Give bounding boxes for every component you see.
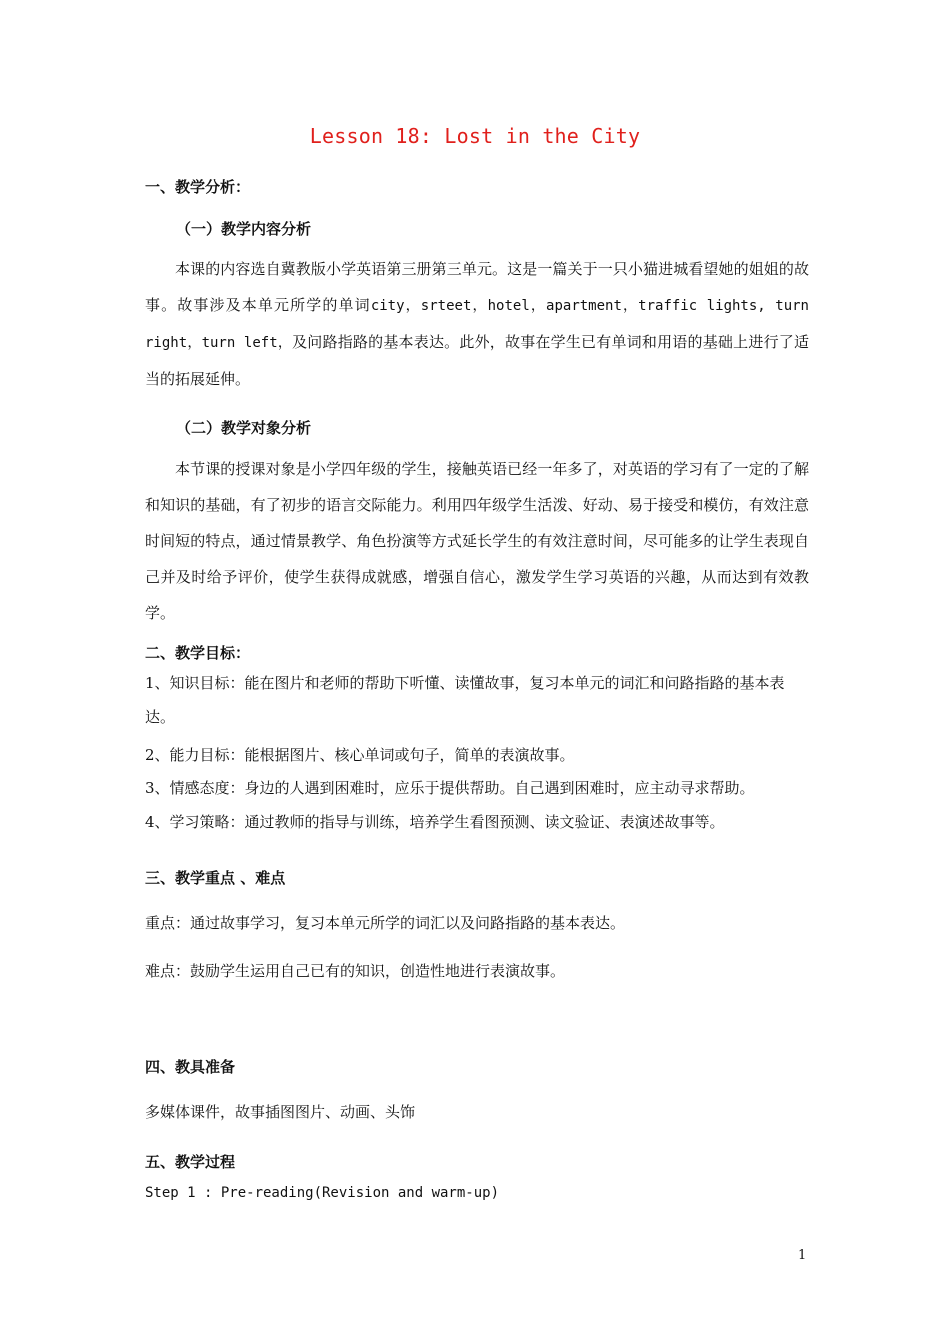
section-1-2-heading: （二）教学对象分析	[176, 419, 312, 437]
objective-ability: 2、能力目标：能根据图片、核心单词或句子，简单的表演故事。	[145, 746, 575, 764]
section-4-heading: 四、教具准备	[145, 1058, 236, 1076]
section-5-heading: 五、教学过程	[145, 1153, 236, 1171]
content-analysis-paragraph	[145, 251, 809, 397]
teaching-aids: 多媒体课件，故事插图图片、动画、头饰	[145, 1103, 416, 1121]
content-analysis-vocab: city，srteet，hotel，apartment，traffic lights, turn right，turn left，	[145, 298, 809, 351]
objective-attitude: 3、情感态度：身边的人遇到困难时，应乐于提供帮助。自己遇到困难时，应主动寻求帮助。	[145, 779, 755, 797]
document-title: Lesson 18: Lost in the City	[309, 124, 641, 148]
page-number: 1	[798, 1248, 807, 1263]
content-analysis-text-a: 本课的内容选自冀教版小学英语第三册第三单元。这是一篇关于一只小猫进城看望她的姐姐的故事。故事涉及本单元所学的单词	[145, 260, 809, 314]
difficult-point: 难点：鼓励学生运用自己已有的知识，创造性地进行表演故事。	[145, 962, 566, 980]
section-1-1-heading: （一）教学内容分析	[176, 220, 312, 238]
section-2-heading: 二、教学目标：	[145, 644, 251, 662]
section-3-heading: 三、教学重点 、难点	[145, 869, 286, 887]
audience-analysis-paragraph: 本节课的授课对象是小学四年级的学生，接触英语已经一年多了，对英语的学习有了一定的了解和知识的基础，有了初步的语言交际能力。利用四年级学生活泼、好动、易于接受和模仿，有效注意时间短的特点，通过情景教学、角色扮演等方式延长学生的有效注意时间，尽可能多的让学生表现自己并及时给予评价，使学生获得成就感，增强自信心，激发学生学习英语的兴趣，从而达到有效教学。	[145, 460, 809, 622]
step-1: Step 1 : Pre-reading(Revision and warm-up)	[145, 1185, 500, 1201]
key-point: 重点：通过故事学习，复习本单元所学的词汇以及问路指路的基本表达。	[145, 914, 626, 932]
objective-strategy: 4、学习策略：通过教师的指导与训练，培养学生看图预测、读文验证、表演述故事等。	[145, 813, 725, 831]
objective-knowledge: 1、知识目标：能在图片和老师的帮助下听懂、读懂故事，复习本单元的词汇和问路指路的基本表达。	[145, 674, 785, 726]
content-analysis-text-b: 及问路指路的基本表达。此外，故事在学生已有单词和用语的基础上进行了适当的拓展延伸。	[145, 333, 809, 388]
section-1-heading: 一、教学分析：	[145, 178, 251, 196]
